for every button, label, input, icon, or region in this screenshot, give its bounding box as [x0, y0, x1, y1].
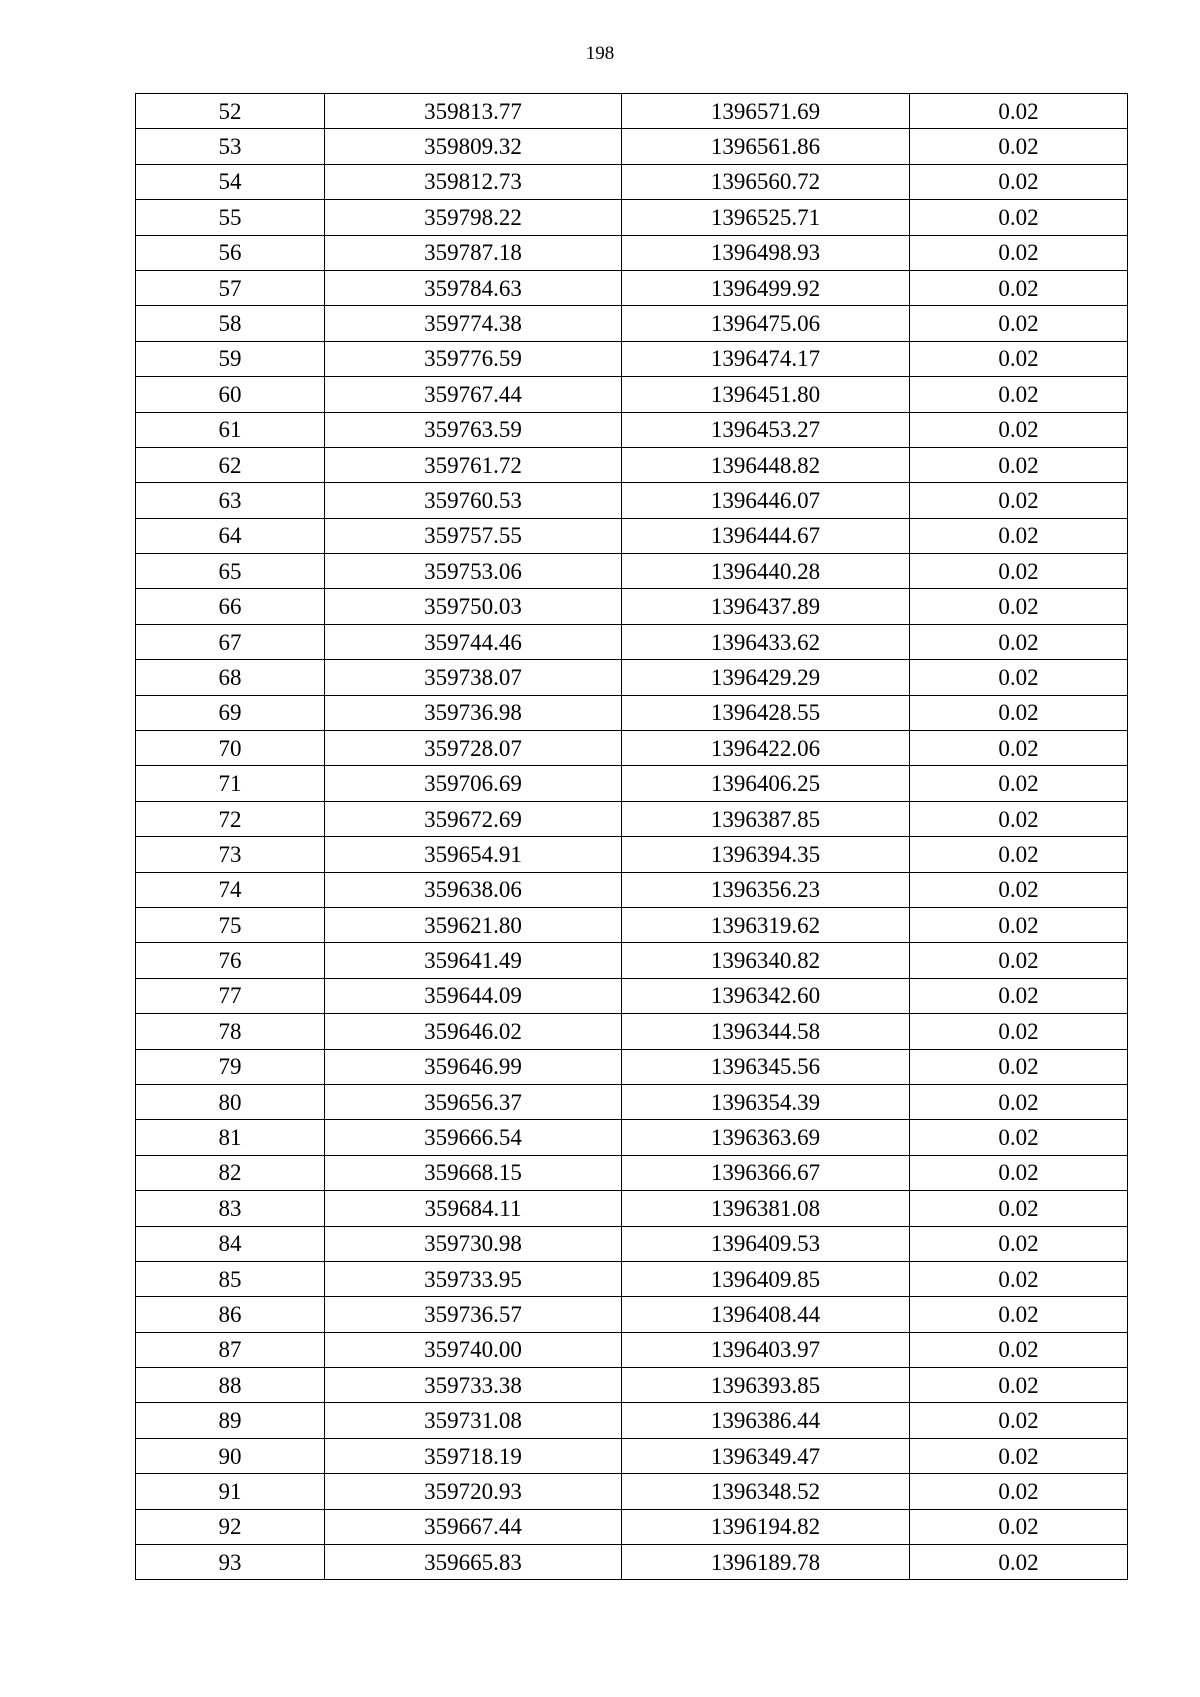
point-number-cell: 88 [136, 1368, 325, 1403]
x-coordinate-cell: 359763.59 [325, 412, 622, 447]
value-cell: 0.02 [910, 1120, 1128, 1155]
point-number-cell: 71 [136, 766, 325, 801]
table-row [136, 129, 1128, 164]
table-row [136, 1545, 1128, 1580]
x-coordinate-cell: 359654.91 [325, 837, 622, 872]
table-row [136, 1014, 1128, 1049]
x-coordinate-cell: 359672.69 [325, 801, 622, 836]
x-coordinate-cell: 359667.44 [325, 1509, 622, 1544]
point-number-cell: 66 [136, 589, 325, 624]
table-row [136, 94, 1128, 129]
y-coordinate-cell: 1396409.85 [622, 1261, 910, 1296]
y-coordinate-cell: 1396451.80 [622, 377, 910, 412]
y-coordinate-cell: 1396475.06 [622, 306, 910, 341]
point-number-cell: 80 [136, 1084, 325, 1119]
table-row [136, 907, 1128, 942]
point-number-cell: 62 [136, 447, 325, 482]
table-row [136, 731, 1128, 766]
y-coordinate-cell: 1396356.23 [622, 872, 910, 907]
value-cell: 0.02 [910, 1155, 1128, 1190]
x-coordinate-cell: 359665.83 [325, 1545, 622, 1580]
x-coordinate-cell: 359809.32 [325, 129, 622, 164]
point-number-cell: 76 [136, 943, 325, 978]
point-number-cell: 79 [136, 1049, 325, 1084]
table-row [136, 1297, 1128, 1332]
y-coordinate-cell: 1396429.29 [622, 660, 910, 695]
value-cell: 0.02 [910, 872, 1128, 907]
point-number-cell: 85 [136, 1261, 325, 1296]
point-number-cell: 59 [136, 341, 325, 376]
page-number: 198 [585, 43, 615, 64]
table-row [136, 200, 1128, 235]
y-coordinate-cell: 1396446.07 [622, 483, 910, 518]
value-cell: 0.02 [910, 1297, 1128, 1332]
point-number-cell: 57 [136, 270, 325, 305]
y-coordinate-cell: 1396440.28 [622, 554, 910, 589]
y-coordinate-cell: 1396560.72 [622, 164, 910, 199]
point-number-cell: 53 [136, 129, 325, 164]
value-cell: 0.02 [910, 907, 1128, 942]
y-coordinate-cell: 1396345.56 [622, 1049, 910, 1084]
table-row [136, 978, 1128, 1013]
x-coordinate-cell: 359728.07 [325, 731, 622, 766]
point-number-cell: 61 [136, 412, 325, 447]
y-coordinate-cell: 1396381.08 [622, 1191, 910, 1226]
point-number-cell: 54 [136, 164, 325, 199]
value-cell: 0.02 [910, 1368, 1128, 1403]
x-coordinate-cell: 359733.95 [325, 1261, 622, 1296]
x-coordinate-cell: 359744.46 [325, 624, 622, 659]
point-number-cell: 89 [136, 1403, 325, 1438]
value-cell: 0.02 [910, 978, 1128, 1013]
x-coordinate-cell: 359760.53 [325, 483, 622, 518]
table-row [136, 695, 1128, 730]
table-row [136, 235, 1128, 270]
y-coordinate-cell: 1396354.39 [622, 1084, 910, 1119]
value-cell: 0.02 [910, 1084, 1128, 1119]
value-cell: 0.02 [910, 695, 1128, 730]
x-coordinate-cell: 359774.38 [325, 306, 622, 341]
point-number-cell: 91 [136, 1474, 325, 1509]
x-coordinate-cell: 359646.02 [325, 1014, 622, 1049]
value-cell: 0.02 [910, 1509, 1128, 1544]
x-coordinate-cell: 359684.11 [325, 1191, 622, 1226]
point-number-cell: 60 [136, 377, 325, 412]
table-row [136, 270, 1128, 305]
point-number-cell: 93 [136, 1545, 325, 1580]
y-coordinate-cell: 1396363.69 [622, 1120, 910, 1155]
table-row [136, 377, 1128, 412]
x-coordinate-cell: 359812.73 [325, 164, 622, 199]
point-number-cell: 65 [136, 554, 325, 589]
y-coordinate-cell: 1396349.47 [622, 1438, 910, 1473]
y-coordinate-cell: 1396433.62 [622, 624, 910, 659]
y-coordinate-cell: 1396387.85 [622, 801, 910, 836]
y-coordinate-cell: 1396344.58 [622, 1014, 910, 1049]
value-cell: 0.02 [910, 1332, 1128, 1367]
value-cell: 0.02 [910, 377, 1128, 412]
table-row [136, 518, 1128, 553]
point-number-cell: 56 [136, 235, 325, 270]
point-number-cell: 73 [136, 837, 325, 872]
point-number-cell: 67 [136, 624, 325, 659]
value-cell: 0.02 [910, 94, 1128, 129]
table-row [136, 1368, 1128, 1403]
point-number-cell: 72 [136, 801, 325, 836]
table-row [136, 624, 1128, 659]
y-coordinate-cell: 1396409.53 [622, 1226, 910, 1261]
value-cell: 0.02 [910, 1545, 1128, 1580]
y-coordinate-cell: 1396319.62 [622, 907, 910, 942]
table-row [136, 1155, 1128, 1190]
table-row [136, 766, 1128, 801]
value-cell: 0.02 [910, 1014, 1128, 1049]
table-row [136, 412, 1128, 447]
x-coordinate-cell: 359798.22 [325, 200, 622, 235]
x-coordinate-cell: 359638.06 [325, 872, 622, 907]
x-coordinate-cell: 359720.93 [325, 1474, 622, 1509]
table-row [136, 1438, 1128, 1473]
y-coordinate-cell: 1396342.60 [622, 978, 910, 1013]
table-row [136, 872, 1128, 907]
value-cell: 0.02 [910, 412, 1128, 447]
x-coordinate-cell: 359761.72 [325, 447, 622, 482]
coordinates-table [135, 93, 1128, 1580]
point-number-cell: 87 [136, 1332, 325, 1367]
x-coordinate-cell: 359736.57 [325, 1297, 622, 1332]
point-number-cell: 86 [136, 1297, 325, 1332]
y-coordinate-cell: 1396406.25 [622, 766, 910, 801]
point-number-cell: 64 [136, 518, 325, 553]
value-cell: 0.02 [910, 1474, 1128, 1509]
value-cell: 0.02 [910, 554, 1128, 589]
table-row [136, 1226, 1128, 1261]
y-coordinate-cell: 1396444.67 [622, 518, 910, 553]
point-number-cell: 74 [136, 872, 325, 907]
y-coordinate-cell: 1396448.82 [622, 447, 910, 482]
y-coordinate-cell: 1396422.06 [622, 731, 910, 766]
table-row [136, 1509, 1128, 1544]
x-coordinate-cell: 359668.15 [325, 1155, 622, 1190]
x-coordinate-cell: 359646.99 [325, 1049, 622, 1084]
y-coordinate-cell: 1396453.27 [622, 412, 910, 447]
x-coordinate-cell: 359767.44 [325, 377, 622, 412]
value-cell: 0.02 [910, 235, 1128, 270]
point-number-cell: 83 [136, 1191, 325, 1226]
table-row [136, 164, 1128, 199]
y-coordinate-cell: 1396428.55 [622, 695, 910, 730]
value-cell: 0.02 [910, 447, 1128, 482]
x-coordinate-cell: 359740.00 [325, 1332, 622, 1367]
y-coordinate-cell: 1396194.82 [622, 1509, 910, 1544]
point-number-cell: 92 [136, 1509, 325, 1544]
value-cell: 0.02 [910, 766, 1128, 801]
table-row [136, 1049, 1128, 1084]
value-cell: 0.02 [910, 943, 1128, 978]
x-coordinate-cell: 359784.63 [325, 270, 622, 305]
x-coordinate-cell: 359813.77 [325, 94, 622, 129]
value-cell: 0.02 [910, 1191, 1128, 1226]
point-number-cell: 70 [136, 731, 325, 766]
y-coordinate-cell: 1396571.69 [622, 94, 910, 129]
point-number-cell: 69 [136, 695, 325, 730]
x-coordinate-cell: 359733.38 [325, 1368, 622, 1403]
x-coordinate-cell: 359757.55 [325, 518, 622, 553]
x-coordinate-cell: 359666.54 [325, 1120, 622, 1155]
table-row [136, 837, 1128, 872]
point-number-cell: 90 [136, 1438, 325, 1473]
value-cell: 0.02 [910, 1226, 1128, 1261]
table-row [136, 1332, 1128, 1367]
value-cell: 0.02 [910, 1403, 1128, 1438]
table-row [136, 1120, 1128, 1155]
value-cell: 0.02 [910, 731, 1128, 766]
table-row [136, 1403, 1128, 1438]
point-number-cell: 84 [136, 1226, 325, 1261]
value-cell: 0.02 [910, 589, 1128, 624]
x-coordinate-cell: 359641.49 [325, 943, 622, 978]
x-coordinate-cell: 359621.80 [325, 907, 622, 942]
value-cell: 0.02 [910, 483, 1128, 518]
x-coordinate-cell: 359776.59 [325, 341, 622, 376]
table-row [136, 943, 1128, 978]
y-coordinate-cell: 1396394.35 [622, 837, 910, 872]
value-cell: 0.02 [910, 129, 1128, 164]
value-cell: 0.02 [910, 660, 1128, 695]
x-coordinate-cell: 359656.37 [325, 1084, 622, 1119]
x-coordinate-cell: 359718.19 [325, 1438, 622, 1473]
table-row [136, 589, 1128, 624]
table-row [136, 554, 1128, 589]
x-coordinate-cell: 359644.09 [325, 978, 622, 1013]
table-row [136, 483, 1128, 518]
value-cell: 0.02 [910, 801, 1128, 836]
point-number-cell: 63 [136, 483, 325, 518]
table-row [136, 306, 1128, 341]
y-coordinate-cell: 1396561.86 [622, 129, 910, 164]
y-coordinate-cell: 1396525.71 [622, 200, 910, 235]
x-coordinate-cell: 359706.69 [325, 766, 622, 801]
y-coordinate-cell: 1396474.17 [622, 341, 910, 376]
value-cell: 0.02 [910, 200, 1128, 235]
point-number-cell: 75 [136, 907, 325, 942]
y-coordinate-cell: 1396348.52 [622, 1474, 910, 1509]
x-coordinate-cell: 359753.06 [325, 554, 622, 589]
x-coordinate-cell: 359750.03 [325, 589, 622, 624]
y-coordinate-cell: 1396499.92 [622, 270, 910, 305]
point-number-cell: 52 [136, 94, 325, 129]
point-number-cell: 82 [136, 1155, 325, 1190]
y-coordinate-cell: 1396366.67 [622, 1155, 910, 1190]
value-cell: 0.02 [910, 270, 1128, 305]
coordinates-table-body [136, 94, 1128, 1580]
point-number-cell: 68 [136, 660, 325, 695]
value-cell: 0.02 [910, 306, 1128, 341]
y-coordinate-cell: 1396393.85 [622, 1368, 910, 1403]
x-coordinate-cell: 359731.08 [325, 1403, 622, 1438]
y-coordinate-cell: 1396408.44 [622, 1297, 910, 1332]
value-cell: 0.02 [910, 837, 1128, 872]
table-row [136, 447, 1128, 482]
point-number-cell: 78 [136, 1014, 325, 1049]
value-cell: 0.02 [910, 1438, 1128, 1473]
value-cell: 0.02 [910, 624, 1128, 659]
x-coordinate-cell: 359787.18 [325, 235, 622, 270]
value-cell: 0.02 [910, 1261, 1128, 1296]
x-coordinate-cell: 359736.98 [325, 695, 622, 730]
table-row [136, 660, 1128, 695]
point-number-cell: 77 [136, 978, 325, 1013]
table-row [136, 341, 1128, 376]
y-coordinate-cell: 1396437.89 [622, 589, 910, 624]
value-cell: 0.02 [910, 164, 1128, 199]
y-coordinate-cell: 1396403.97 [622, 1332, 910, 1367]
value-cell: 0.02 [910, 518, 1128, 553]
table-row [136, 1191, 1128, 1226]
value-cell: 0.02 [910, 1049, 1128, 1084]
point-number-cell: 58 [136, 306, 325, 341]
table-row [136, 1261, 1128, 1296]
y-coordinate-cell: 1396386.44 [622, 1403, 910, 1438]
table-row [136, 1474, 1128, 1509]
point-number-cell: 81 [136, 1120, 325, 1155]
table-row [136, 801, 1128, 836]
table-row [136, 1084, 1128, 1119]
point-number-cell: 55 [136, 200, 325, 235]
y-coordinate-cell: 1396340.82 [622, 943, 910, 978]
y-coordinate-cell: 1396189.78 [622, 1545, 910, 1580]
y-coordinate-cell: 1396498.93 [622, 235, 910, 270]
value-cell: 0.02 [910, 341, 1128, 376]
x-coordinate-cell: 359730.98 [325, 1226, 622, 1261]
x-coordinate-cell: 359738.07 [325, 660, 622, 695]
